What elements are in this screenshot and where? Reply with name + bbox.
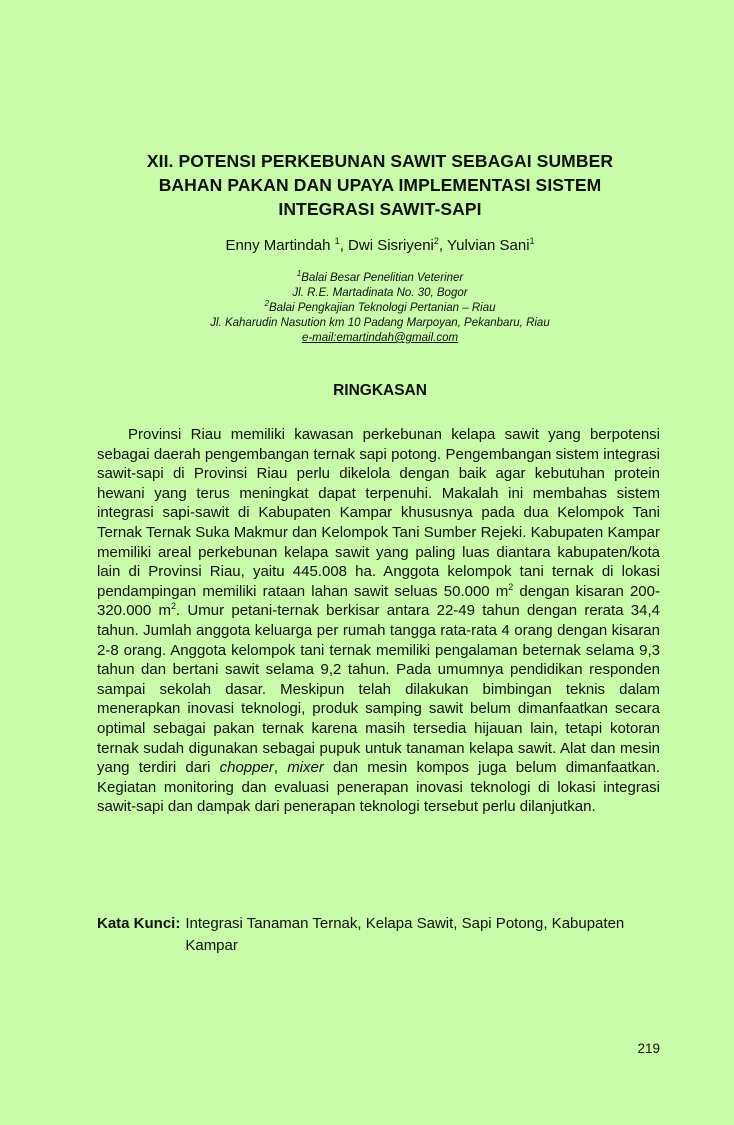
affiliation-2-name: $^2$Balai Pengkajian Teknologi Pertanian – Riau (264, 299, 496, 314)
author-name: Dwi Sisriyeni (348, 237, 434, 254)
author-affiliation-mark: 2 (433, 236, 439, 246)
affiliation-1-name: $^1$Balai Besar Penelitian Veteriner (296, 269, 464, 284)
paper-title (60, 149, 700, 221)
affiliations (60, 271, 700, 346)
abstract-body (97, 425, 660, 817)
italic-term: chopper (219, 759, 274, 777)
keywords-label: Kata Kunci: (97, 915, 181, 932)
page-number: 219 (637, 1041, 660, 1056)
author-affiliation-mark: 1 (334, 236, 340, 246)
author-separator: , (339, 237, 349, 254)
affiliation-mark: 1 (296, 269, 302, 279)
author-name: Enny Martindah (225, 237, 331, 254)
italic-term: mixer (287, 759, 324, 777)
title-line-2: BAHAN PAKAN DAN UPAYA IMPLEMENTASI SISTEM (158, 175, 602, 195)
author-separator: , (438, 237, 447, 254)
title-line-1: XII. POTENSI PERKEBUNAN SAWIT SEBAGAI SUMBER (146, 151, 614, 171)
keywords-block (97, 913, 660, 957)
section-heading: RINGKASAN (333, 382, 427, 399)
author-affiliation-mark: 1 (529, 236, 535, 246)
author-list (60, 236, 700, 256)
affiliation-2-address: Jl. Kaharudin Nasution km 10 Padang Marpoyan, Pekanbaru, Riau (210, 317, 550, 329)
author-name: Yulvian Sani (446, 237, 530, 254)
title-line-3: INTEGRASI SAWIT-SAPI (278, 199, 482, 219)
abstract-paragraph: Provinsi Riau memiliki kawasan perkebunan kelapa sawit yang berpotensi sebagai daerah pengembangan ternak sapi potong. Pengembangan sistem integrasi sawit-sapi di Provinsi Riau perlu dikelola dengan baik agar kebutuhan protein hewani yang terus meningkat dapat terpenuhi. Makalah ini membahas sistem integrasi sapi-sawit di Kabupaten Kampar khususnya pada dua Kelompok Tani Ternak Ternak Suka Makmur dan Kelompok Tani Sumber Rejeki. Kabupaten Kampar memiliki areal perkebunan kelapa sawit yang paling luas diantara kabupaten/kota lain di Provinsi Riau, yaitu 445.008 ha. Anggota kelompok tani ternak di lokasi pendampingan memiliki rataan lahan sawit seluas 50.000 $m^2$ dengan kisaran 200-320.000 $m^2$. Umur petani-ternak berkisar antara 22-49 tahun dengan rerata 34,4 tahun. Jumlah anggota keluarga per rumah tangga rata-rata 4 orang dengan kisaran 2-8 orang. Anggota kelompok tani ternak memiliki pengalaman beternak selama 9,3 tahun dan bertani sawit selama 9,2 tahun. Pada umumnya pendidikan responden sampai sekolah dasar. Meskipun telah dilakukan bimbingan teknis dalam menerapkan inovasi teknologi, produk samping sawit belum dimanfaatkan secara optimal sebagai pakan ternak karena masih tersedia hijauan lain, tetapi kotoran ternak sudah digunakan sebagai pupuk untuk tanaman kelapa sawit. Alat dan mesin yang terdiri dari chopper, mixer dan mesin kompos juga belum dimanfaatkan. Kegiatan monitoring dan evaluasi penerapan inovasi teknologi di lokasi integrasi sawit-sapi dan dampak dari penerapan teknologi tersebut perlu dilanjutkan. (97, 426, 660, 816)
keywords-text: Integrasi Tanaman Ternak, Kelapa Sawit, Sapi Potong, Kabupaten Kampar (185, 915, 625, 954)
affiliation-mark: 2 (264, 299, 269, 309)
contact-email-link[interactable]: e-mail:emartindah@gmail.com (301, 332, 459, 344)
affiliation-1-address: Jl. R.E. Martadinata No. 30, Bogor (292, 287, 468, 299)
